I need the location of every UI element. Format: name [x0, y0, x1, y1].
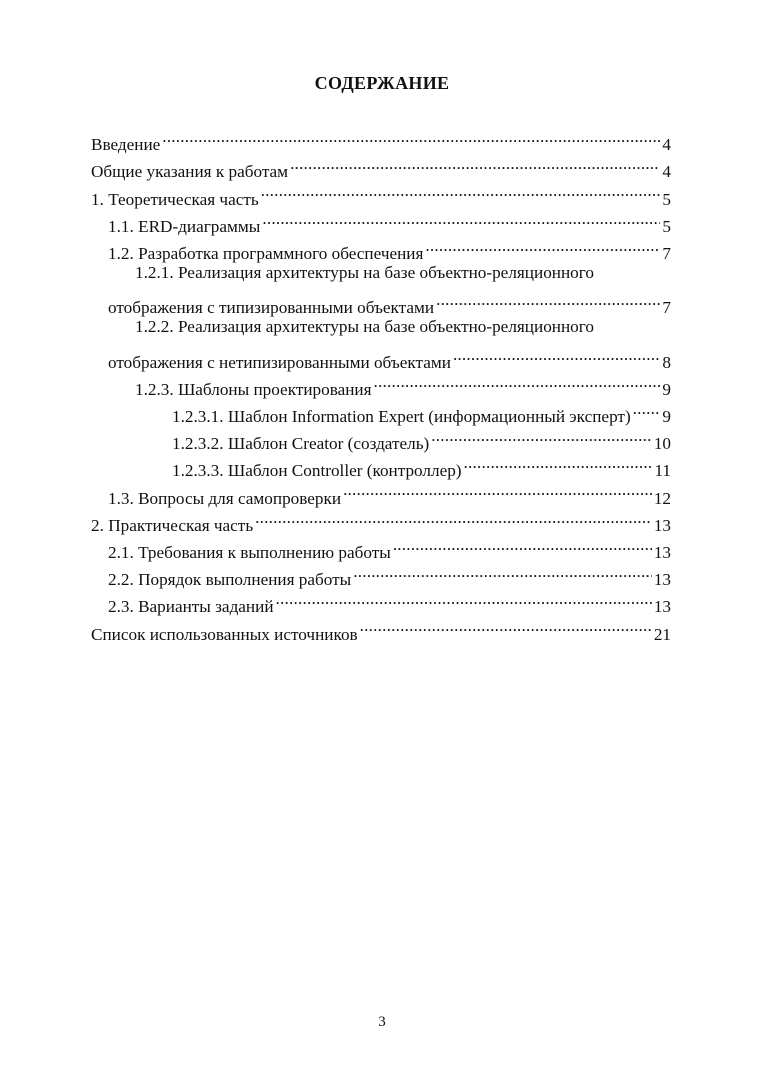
- dot-leader: [374, 368, 661, 395]
- toc-entry[interactable]: [91, 531, 671, 563]
- toc-entry[interactable]: [91, 232, 671, 263]
- toc-entry-label: 1.2.3.2. Шаблон Creator (создатель): [172, 434, 430, 454]
- toc-entry[interactable]: [91, 177, 671, 209]
- dot-leader: [633, 395, 661, 422]
- toc-entry[interactable]: [91, 150, 671, 182]
- toc-entry-label-line1: 1.2.1. Реализация архитектуры на базе объектно-реляционного: [135, 262, 594, 282]
- dot-leader: [276, 585, 652, 612]
- toc-entry-page: 10: [653, 434, 671, 454]
- toc-entry-page: 8: [662, 352, 671, 372]
- toc-entry-label: 1.3. Вопросы для самопроверки: [108, 488, 342, 508]
- dot-leader: [453, 341, 660, 368]
- dot-leader: [360, 612, 652, 639]
- toc-entry[interactable]: [91, 422, 671, 454]
- toc-entry-page: 13: [653, 543, 671, 563]
- dot-leader: [162, 123, 660, 150]
- toc-entry-page: 13: [653, 570, 671, 590]
- dot-leader: [261, 177, 661, 204]
- toc-entry-page: 21: [653, 624, 671, 644]
- toc-entry-page: 4: [662, 162, 671, 182]
- toc-entry-label: Введение: [91, 135, 161, 155]
- toc-entry-page: 5: [662, 189, 671, 209]
- toc-entry[interactable]: [91, 504, 671, 535]
- toc-entry-label: отображения с нетипизированными объектами: [108, 352, 451, 372]
- toc-entry-page: 12: [653, 488, 671, 508]
- toc-entry[interactable]: [91, 123, 671, 155]
- toc-entry[interactable]: [91, 368, 671, 399]
- dot-leader: [464, 449, 653, 476]
- toc-entry-page: 9: [662, 407, 671, 427]
- toc-entry-page: 13: [653, 597, 671, 617]
- toc-entry-label: 1.2.3. Шаблоны проектирования: [135, 379, 372, 399]
- dot-leader: [431, 422, 652, 449]
- dot-leader: [343, 476, 652, 503]
- toc-entry[interactable]: [91, 449, 671, 481]
- toc-entry-page: 7: [662, 298, 671, 318]
- page-number: 3: [378, 1014, 386, 1030]
- toc-entry[interactable]: [91, 558, 671, 590]
- toc-entry-page: 11: [654, 461, 671, 481]
- toc-entry[interactable]: [91, 395, 671, 427]
- toc-entry[interactable]: [91, 585, 671, 617]
- toc-entry-label: 2. Практическая часть: [91, 515, 254, 535]
- dot-leader: [290, 150, 660, 177]
- dot-leader: [353, 558, 652, 585]
- dot-leader: [393, 531, 652, 558]
- toc-entry-label: 1.2.3.1. Шаблон Information Expert (информационный эксперт): [172, 407, 631, 427]
- toc-entry-label: Общие указания к работам: [91, 162, 289, 182]
- table-of-contents: [91, 123, 671, 644]
- toc-entry[interactable]: [91, 476, 671, 508]
- toc-entry[interactable]: [91, 259, 671, 318]
- toc-entry-label: 1.1. ERD-диаграммы: [108, 216, 261, 236]
- toc-entry-label: 2.1. Требования к выполнению работы: [108, 543, 391, 563]
- toc-entry-label: 1.2.3.3. Шаблон Controller (контроллер): [172, 461, 462, 481]
- toc-entry-label-line1: 1.2.2. Реализация архитектуры на базе объектно-реляционного: [135, 317, 594, 337]
- dot-leader: [262, 205, 660, 232]
- toc-entry-page: 9: [662, 379, 671, 399]
- toc-entry-label: 1.2. Разработка программного обеспечения: [108, 243, 424, 263]
- dot-leader: [436, 286, 660, 313]
- toc-entry-label: 2.3. Варианты заданий: [108, 597, 274, 617]
- page-title: СОДЕРЖАНИЕ: [314, 73, 450, 93]
- toc-entry-page: 7: [662, 243, 671, 263]
- dot-leader: [425, 232, 660, 259]
- toc-entry-label: 1. Теоретическая часть: [91, 189, 259, 209]
- toc-entry[interactable]: [91, 313, 671, 372]
- toc-entry-page: 5: [662, 216, 671, 236]
- toc-entry-label: Список использованных источников: [91, 624, 358, 644]
- toc-entry[interactable]: [91, 205, 671, 236]
- toc-entry-label: 2.2. Порядок выполнения работы: [108, 570, 352, 590]
- dot-leader: [255, 504, 652, 531]
- toc-entry[interactable]: [91, 612, 671, 644]
- toc-entry-page: 13: [653, 515, 671, 535]
- toc-entry-page: 4: [662, 135, 671, 155]
- toc-entry-label: отображения с типизированными объектами: [108, 298, 435, 318]
